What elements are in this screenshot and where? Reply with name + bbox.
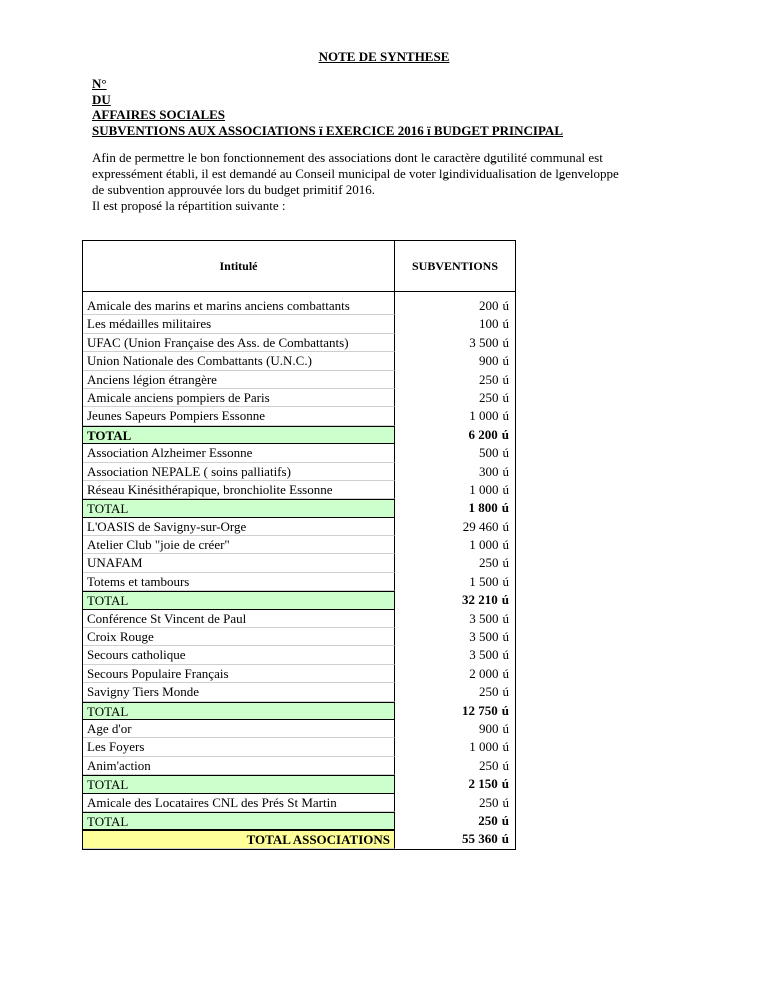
currency-symbol: ú [501,812,509,828]
currency-symbol: ú [502,720,509,736]
row-label: Anciens légion étrangère [83,371,395,389]
subtotal-row [83,499,515,517]
currency-symbol: ú [502,316,509,332]
amount-value: 900 [479,353,499,369]
row-amount [395,334,515,352]
amount-value: 1 500 [469,573,499,589]
row-amount [395,775,515,793]
amount-value: 1 800 [468,500,498,516]
row-label: Anim'action [83,757,395,775]
amount-value: 55 360 [462,831,498,847]
row-label: Croix Rouge [83,628,395,646]
row-label: Réseau Kinésithérapique, bronchiolite Essonne [83,481,395,499]
currency-symbol: ú [502,445,509,461]
amount-value: 2 000 [469,665,499,681]
document-title: NOTE DE SYNTHESE [318,49,450,64]
row-amount [395,352,515,370]
table-row [83,610,515,628]
currency-symbol: ú [502,463,509,479]
column-header-label: Intitulé [83,241,395,291]
row-label: Amicale des marins et marins anciens combattants [83,297,395,315]
amount-value: 900 [479,720,499,736]
row-amount [395,702,515,720]
table-row [83,573,515,591]
row-amount [395,683,515,701]
table-row [83,334,515,352]
currency-symbol: ú [502,371,509,387]
table-row [83,297,515,315]
heading-subject: SUBVENTIONS AUX ASSOCIATIONS ï EXERCICE 2016 ï BUDGET PRINCIPAL [92,123,563,138]
amount-value: 2 150 [468,776,498,792]
row-amount [395,426,515,444]
currency-symbol: ú [502,481,509,497]
currency-symbol: ú [502,610,509,626]
row-label: Secours Populaire Français [83,665,395,683]
amount-value: 250 [479,757,499,773]
row-amount [395,481,515,499]
row-amount [395,499,515,517]
row-label: UNAFAM [83,554,395,572]
row-label: TOTAL ASSOCIATIONS [83,830,395,848]
table-row [83,518,515,536]
row-amount [395,628,515,646]
amount-value: 12 750 [462,702,498,718]
row-label: Jeunes Sapeurs Pompiers Essonne [83,407,395,425]
amount-value: 250 [479,794,499,810]
subtotal-row [83,702,515,720]
row-amount [395,757,515,775]
table-row [83,481,515,499]
row-label: Association NEPALE ( soins palliatifs) [83,463,395,481]
row-label: Amicale des Locataires CNL des Prés St Martin [83,794,395,812]
amount-value: 1 000 [469,537,499,553]
amount-value: 3 500 [469,334,499,350]
row-label: Les Foyers [83,738,395,756]
row-label: TOTAL [83,499,395,517]
row-amount [395,610,515,628]
subsidies-table [82,240,516,850]
currency-symbol: ú [502,757,509,773]
currency-symbol: ú [502,334,509,350]
row-label: Age d'or [83,720,395,738]
subtotal-row [83,591,515,609]
heading-du: DU [92,92,111,107]
currency-symbol: ú [501,776,509,792]
amount-value: 250 [479,555,499,571]
amount-value: 3 500 [469,610,499,626]
amount-value: 3 500 [469,629,499,645]
amount-value: 1 000 [469,481,499,497]
table-row [83,683,515,701]
subtotal-row [83,812,515,830]
row-label: UFAC (Union Française des Ass. de Combattants) [83,334,395,352]
table-row [83,444,515,462]
currency-symbol: ú [502,647,509,663]
row-amount [395,297,515,315]
row-label: Union Nationale des Combattants (U.N.C.) [83,352,395,370]
row-amount [395,720,515,738]
row-amount [395,646,515,664]
table-row [83,389,515,407]
amount-value: 32 210 [462,592,498,608]
intro-paragraph [92,150,732,214]
row-label: Association Alzheimer Essonne [83,444,395,462]
intro-line: Afin de permettre le bon fonctionnement des associations dont le caractère dǥutilité communal est [92,150,603,165]
grand-total-row [83,830,515,848]
table-row [83,720,515,738]
row-amount [395,407,515,425]
amount-value: 250 [479,389,499,405]
row-amount [395,591,515,609]
row-label: TOTAL [83,702,395,720]
table-row [83,665,515,683]
row-amount [395,371,515,389]
table-row [83,463,515,481]
row-amount [395,830,515,848]
row-amount [395,573,515,591]
amount-value: 1 000 [469,408,499,424]
currency-symbol: ú [502,298,509,313]
currency-symbol: ú [502,389,509,405]
row-amount [395,536,515,554]
amount-value: 100 [479,316,499,332]
table-row [83,738,515,756]
row-label: Conférence St Vincent de Paul [83,610,395,628]
table-row [83,352,515,370]
row-label: TOTAL [83,775,395,793]
row-amount [395,315,515,333]
currency-symbol: ú [502,739,509,755]
table-row [83,757,515,775]
amount-value: 500 [479,445,499,461]
row-label: TOTAL [83,591,395,609]
row-label: L'OASIS de Savigny-sur-Orge [83,518,395,536]
amount-value: 29 460 [462,518,499,534]
currency-symbol: ú [501,500,509,516]
row-label: TOTAL [83,812,395,830]
amount-value: 250 [479,684,499,700]
row-amount [395,794,515,812]
currency-symbol: ú [501,831,509,847]
table-row [83,371,515,389]
row-amount [395,554,515,572]
row-label: TOTAL [83,426,395,444]
intro-line: de subvention approuvée lors du budget primitif 2016. [92,182,376,197]
amount-value: 1 000 [469,739,499,755]
currency-symbol: ú [502,353,509,369]
table-row [83,536,515,554]
currency-symbol: ú [502,794,509,810]
row-amount [395,518,515,536]
table-row [83,554,515,572]
column-header-amount: SUBVENTIONS [411,258,499,273]
currency-symbol: ú [502,408,509,424]
row-label: Atelier Club "joie de créer" [83,536,395,554]
heading-section: AFFAIRES SOCIALES [92,107,226,122]
table-row [83,628,515,646]
heading-number: N° [92,76,107,91]
currency-symbol: ú [502,684,509,700]
row-label: Amicale anciens pompiers de Paris [83,389,395,407]
subtotal-row [83,775,515,793]
amount-value: 250 [479,371,499,387]
row-label: Savigny Tiers Monde [83,683,395,701]
currency-symbol: ú [501,426,509,442]
table-body [82,292,516,850]
row-amount [395,444,515,462]
currency-symbol: ú [502,555,509,571]
currency-symbol: ú [502,629,509,645]
subtotal-row [83,426,515,444]
table-row [83,794,515,812]
currency-symbol: ú [502,665,509,681]
amount-value: 250 [478,812,498,828]
intro-line: Il est proposé la répartition suivante : [92,198,286,213]
currency-symbol: ú [501,592,509,608]
row-amount [395,389,515,407]
currency-symbol: ú [502,573,509,589]
row-amount [395,463,515,481]
intro-line: expressément établi, il est demandé au Conseil municipal de voter lǥindividualisation de lǥenveloppe [92,166,619,181]
amount-value: 300 [479,463,499,479]
table-row [83,407,515,425]
currency-symbol: ú [502,537,509,553]
amount-value: 6 200 [468,426,498,442]
row-label: Secours catholique [83,646,395,664]
table-row [83,315,515,333]
row-amount [395,665,515,683]
row-amount [395,738,515,756]
row-label: Totems et tambours [83,573,395,591]
row-amount [395,812,515,830]
amount-value: 200 [479,298,499,313]
currency-symbol: ú [502,518,509,534]
amount-value: 3 500 [469,647,499,663]
row-label: Les médailles militaires [83,315,395,333]
table-header [82,240,516,292]
table-row [83,646,515,664]
currency-symbol: ú [501,702,509,718]
